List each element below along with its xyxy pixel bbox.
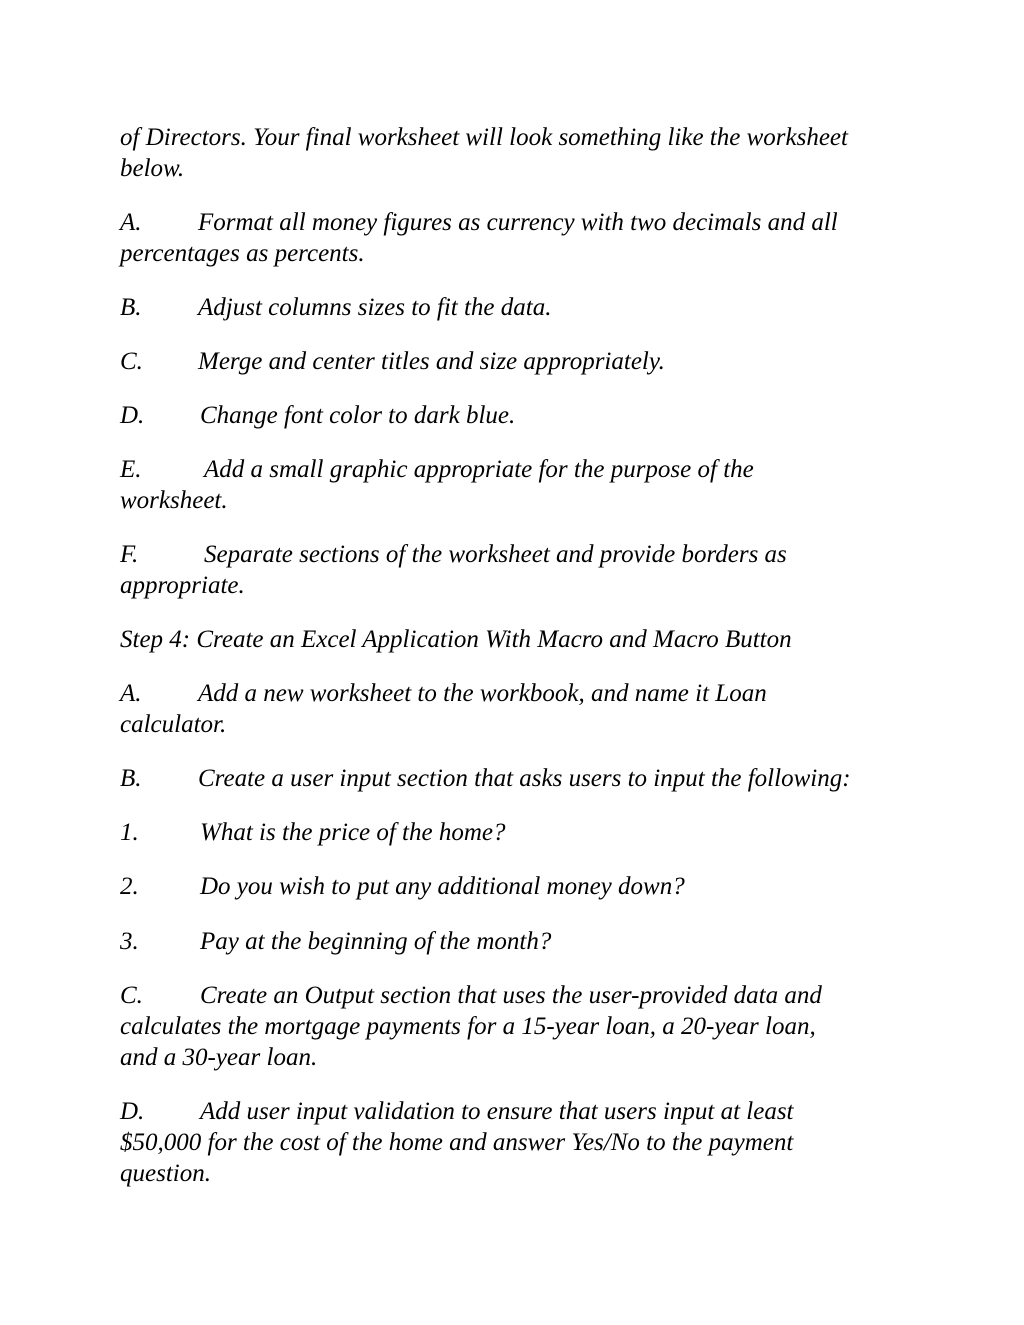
text-line: below.	[120, 155, 185, 182]
item-text: Add a small graphic appropriate for the purpose of the	[204, 456, 754, 483]
step-item-a	[120, 207, 920, 269]
step-item-b	[120, 292, 920, 323]
step-item-d	[120, 400, 920, 431]
step4-item-b	[120, 763, 920, 794]
numbered-item-2	[120, 871, 920, 902]
item-marker: B.	[120, 294, 142, 321]
step-item-e	[120, 454, 920, 516]
item-text: Change font color to dark blue.	[200, 402, 516, 429]
intro-paragraph	[120, 122, 920, 184]
text-line: calculator.	[120, 711, 227, 738]
text-line: worksheet.	[120, 487, 228, 514]
text-line: of Directors. Your final worksheet will look something like the worksheet	[120, 124, 848, 151]
heading-text: Step 4: Create an Excel Application With Macro and Macro Button	[120, 626, 792, 653]
item-text: Merge and center titles and size appropriately.	[198, 348, 665, 375]
section-heading	[120, 624, 920, 655]
numbered-item-3	[120, 926, 920, 957]
item-text: Create a user input section that asks users to input the following:	[198, 765, 851, 792]
item-text: Pay at the beginning of the month?	[200, 928, 552, 955]
item-marker: D.	[120, 1098, 145, 1125]
item-text: Adjust columns sizes to fit the data.	[198, 294, 552, 321]
step4-item-d	[120, 1096, 920, 1189]
text-line: appropriate.	[120, 572, 245, 599]
item-marker: D.	[120, 402, 145, 429]
item-text: Add a new worksheet to the workbook, and name it Loan	[198, 680, 767, 707]
item-text: What is the price of the home?	[200, 819, 506, 846]
item-marker: C.	[120, 982, 143, 1009]
text-line: question.	[120, 1160, 211, 1187]
item-marker: F.	[120, 541, 139, 568]
text-line: percentages as percents.	[120, 240, 365, 267]
item-marker: C.	[120, 348, 143, 375]
step-item-f	[120, 539, 920, 601]
step4-item-a	[120, 678, 920, 740]
item-marker: 3.	[120, 928, 139, 955]
text-line: and a 30-year loan.	[120, 1044, 318, 1071]
numbered-item-1	[120, 817, 920, 848]
item-text: Separate sections of the worksheet and provide borders as	[204, 541, 787, 568]
item-marker: 2.	[120, 873, 139, 900]
item-marker: B.	[120, 765, 142, 792]
text-line: $50,000 for the cost of the home and answer Yes/No to the payment	[120, 1129, 794, 1156]
item-marker: 1.	[120, 819, 139, 846]
text-line: calculates the mortgage payments for a 15-year loan, a 20-year loan,	[120, 1013, 816, 1040]
item-text: Format all money figures as currency with two decimals and all	[198, 209, 838, 236]
item-marker: A.	[120, 680, 142, 707]
step-item-c	[120, 346, 920, 377]
step4-item-c	[120, 980, 920, 1073]
item-text: Add user input validation to ensure that users input at least	[200, 1098, 794, 1125]
item-marker: E.	[120, 456, 142, 483]
item-text: Do you wish to put any additional money down?	[200, 873, 685, 900]
item-marker: A.	[120, 209, 142, 236]
item-text: Create an Output section that uses the user-provided data and	[200, 982, 822, 1009]
